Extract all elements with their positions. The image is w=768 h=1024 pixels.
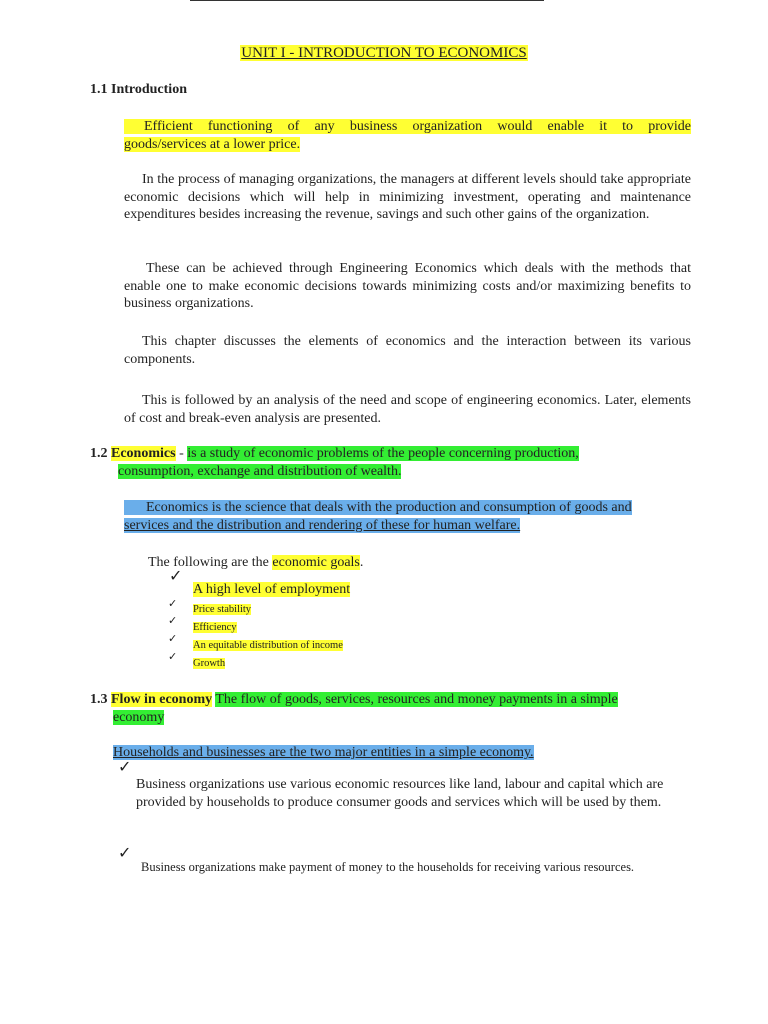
goal-item: Growth <box>193 658 226 669</box>
section-1-2-heading: 1.2 Economics - is a study of economic problems of the people concerning production, <box>90 446 579 461</box>
check-icon: ✓ <box>169 568 183 585</box>
intro-para-4: This chapter discusses the elements of economics and the interaction between its various components. <box>124 334 691 367</box>
check-icon: ✓ <box>118 845 132 862</box>
intro-para-1: Efficient functioning of any business organization would enable it to provide goods/services at a lower price. <box>124 119 691 152</box>
flow-definition-line2: economy <box>113 710 165 725</box>
economics-science-definition: Economics is the science that deals with the production and consumption of goods and services and the distribution and rendering of these for human welfare. <box>124 500 632 533</box>
goal-item: A high level of employment <box>193 582 351 597</box>
section-1-3-heading: 1.3 Flow in economy The flow of goods, services, resources and money payments in a simple <box>90 692 618 707</box>
economics-term: Economics <box>111 446 176 461</box>
flow-term: Flow in economy <box>111 692 213 707</box>
page-title: UNIT I - INTRODUCTION TO ECONOMICS <box>241 45 527 61</box>
check-icon: ✓ <box>168 598 178 610</box>
top-rule <box>190 0 544 1</box>
check-icon: ✓ <box>168 651 178 663</box>
check-icon: ✓ <box>168 615 178 627</box>
economics-definition-line2: consumption, exchange and distribution of wealth. <box>118 464 402 479</box>
flow-bullet-2: Business organizations make payment of money to the households for receiving various resources. <box>141 860 635 874</box>
intro-para-5: This is followed by an analysis of the need and scope of engineering economics. Later, elements of cost and break-even analysis are presented. <box>124 393 691 426</box>
intro-para-2: In the process of managing organizations, the managers at different levels should take appropriate economic decisions which will help in minimizing investment, operating and maintenance expenditures besides increasing the revenue, savings and such other gains of the organization. <box>124 172 691 223</box>
goal-item: Efficiency <box>193 622 237 633</box>
entities-statement: Households and businesses are the two major entities in a simple economy. <box>113 745 534 760</box>
check-icon: ✓ <box>168 633 178 645</box>
section-1-1-heading: 1.1 Introduction <box>90 82 187 97</box>
goal-item: Price stability <box>193 604 252 615</box>
check-icon: ✓ <box>118 759 132 776</box>
intro-para-3: These can be achieved through Engineering Economics which deals with the methods that enable one to make economic decisions towards minimizing costs and/or maximizing benefits to business organizations. <box>124 261 691 312</box>
goal-item: An equitable distribution of income <box>193 640 343 651</box>
flow-bullet-1: Business organizations use various economic resources like land, labour and capital which are provided by households to produce consumer goods and services which will be used by them. <box>136 777 664 810</box>
economic-goals-intro: The following are the economic goals. <box>148 555 364 570</box>
